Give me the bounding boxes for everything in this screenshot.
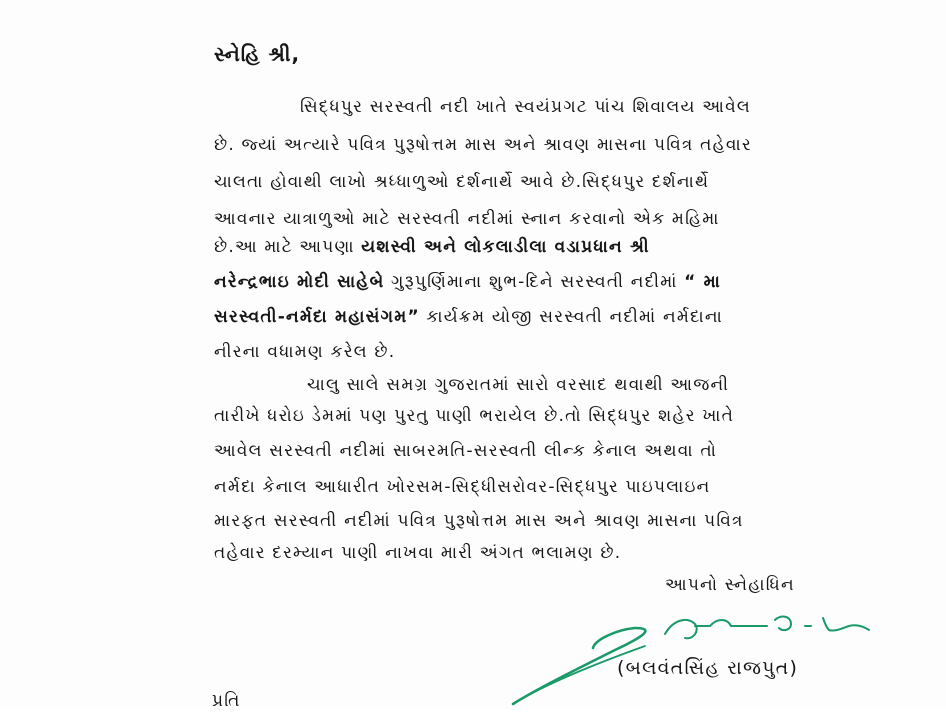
- para1-line-1: સિદ્ધપુર સરસ્વતી નદી ખાતે સ્વયંપ્રગટ પાંચ શિવાલય આવેલ: [300, 97, 751, 117]
- cc-label: પ્રતિ: [212, 691, 241, 711]
- para2-line-3: આવેલ સરસ્વતી નદીમાં સાબરમતિ-સરસ્વતી લીન્ક કેનાલ અથવા તો: [214, 441, 718, 461]
- para1-line-3: ચાલતા હોવાથી લાખો શ્રધ્ધાળુઓ દર્શનાર્થે આવે છે.સિદ્ધપુર દર્શનાર્થે: [214, 172, 710, 192]
- para1-line-5: [214, 236, 650, 258]
- greeting: સ્નેહિ શ્રી,: [214, 42, 301, 66]
- pm-honorific: યશસ્વી અને લોકલાડીલા વડાપ્રધાન શ્રી: [361, 237, 650, 257]
- pm-name: નરેન્દ્રભાઇ મોદી સાહેબે: [214, 272, 385, 292]
- para1-line-6-plain: ગુરૂપુર્ણિમાના શુભ-દિને સરસ્વતી નદીમાં: [384, 272, 685, 292]
- para1-line-7-plain: કાર્યક્રમ યોજી સરસ્વતી નદીમાં નર્મદાના: [419, 307, 723, 327]
- event-name-start: “ મા: [684, 272, 722, 292]
- para1-line-5-plain: છે.આ માટે આપણા: [214, 237, 362, 257]
- para1-line-4: આવનાર યાત્રાળુઓ માટે સરસ્વતી નદીમાં સ્નાન કરવાનો એક મહિમા: [214, 209, 720, 229]
- handwritten-signature: [505, 600, 885, 709]
- para2-line-1: ચાલુ સાલે સમગ્ર ગુજરાતમાં સારો વરસાદ થવાથી આજની: [307, 375, 730, 395]
- event-name-end: સરસ્વતી-નર્મદા મહાસંગમ”: [214, 307, 420, 327]
- para1-line-7: [214, 306, 723, 328]
- closing: આપનો સ્નેહાધિન: [665, 575, 795, 595]
- para2-line-4: નર્મદા કેનાલ આધારીત ખોરસમ-સિદ્ધીસરોવર-સિદ્ધપુર પાઇપલાઇન: [214, 477, 711, 497]
- para2-line-5: મારફત સરસ્વતી નદીમાં પવિત્ર પુરૂષોત્તમ માસ અને શ્રાવણ માસના પવિત્ર: [214, 511, 744, 531]
- signatory-name: (બલવંતસિંહ રાજપુત): [617, 657, 799, 679]
- para2-line-2: તારીખે ધરોઇ ડેમમાં પણ પુરતુ પાણી ભરાયેલ છે.તો સિદ્ધપુર શહેર ખાતે: [214, 406, 735, 426]
- para1-line-8: નીરના વધામણ કરેલ છે.: [214, 342, 396, 362]
- para1-line-2: છે. જ્યાં અત્યારે પવિત્ર પુરૂષોત્તમ માસ અને શ્રાવણ માસના પવિત્ર તહેવાર: [214, 135, 752, 155]
- para2-line-6: તહેવાર દરમ્યાન પાણી નાખવા મારી અંગત ભલામણ છે.: [214, 543, 622, 563]
- para1-line-6: [214, 271, 721, 293]
